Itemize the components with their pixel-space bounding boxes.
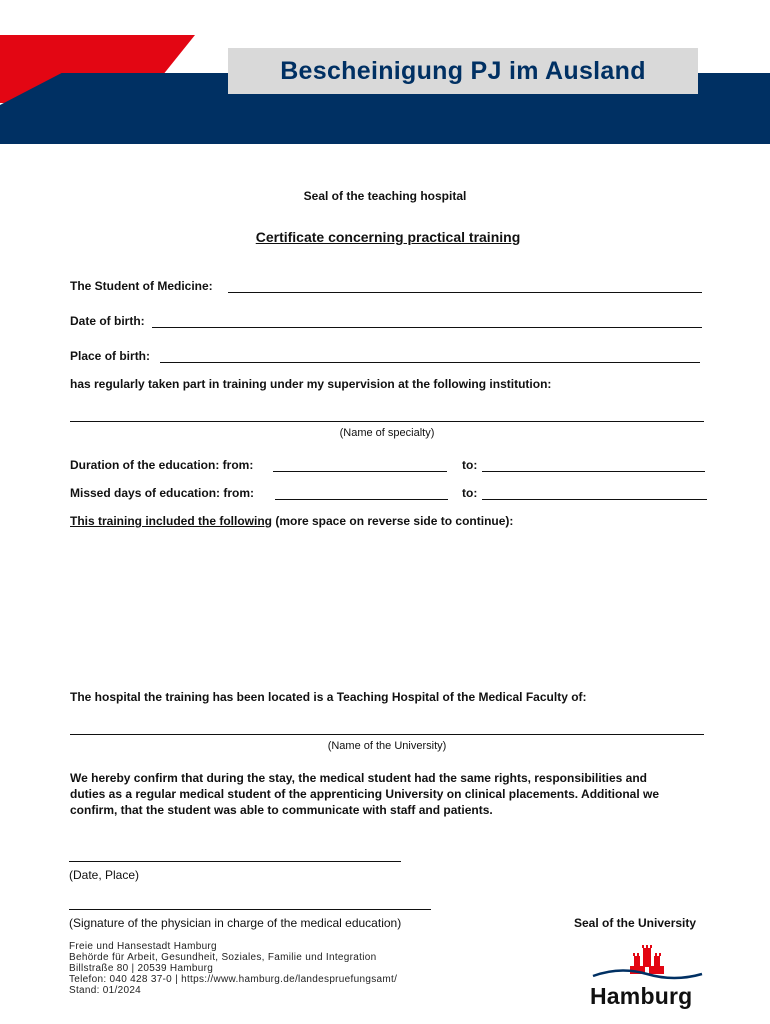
university-line[interactable]	[70, 734, 704, 735]
training-included-rest: (more space on reverse side to continue):	[272, 514, 514, 528]
institution-sentence: has regularly taken part in training under my supervision at the following institution:	[70, 377, 552, 391]
pob-line[interactable]	[160, 362, 700, 363]
hospital-sentence: The hospital the training has been located is a Teaching Hospital of the Medical Faculty of:	[70, 690, 587, 704]
pob-label: Place of birth:	[70, 349, 151, 363]
university-caption: (Name of the University)	[327, 740, 447, 752]
confirmation-line: We hereby confirm that during the stay, the medical student had the same rights, responsibilities and	[70, 771, 648, 785]
footer-line: Telefon: 040 428 37-0 | https://www.hamburg.de/landespruefungsamt/	[69, 974, 398, 985]
seal-hospital-label: Seal of the teaching hospital	[303, 189, 467, 203]
seal-university-label: Seal of the University	[574, 916, 697, 930]
footer-line: Billstraße 80 | 20539 Hamburg	[69, 963, 214, 974]
duration-to-label: to:	[462, 458, 478, 472]
footer-address	[69, 941, 397, 996]
footer-line: Freie und Hansestadt Hamburg	[69, 941, 217, 952]
dob-line[interactable]	[152, 327, 702, 328]
duration-label: Duration of the education: from:	[70, 458, 254, 472]
signature-caption: (Signature of the physician in charge of the medical education)	[69, 916, 402, 930]
student-line[interactable]	[228, 292, 702, 293]
hamburg-logo-text: Hamburg	[590, 983, 693, 1009]
hamburg-castle-icon	[590, 940, 705, 986]
duration-to-line[interactable]	[482, 471, 705, 472]
training-included-underlined: This training included the following	[70, 514, 272, 528]
student-label: The Student of Medicine:	[70, 279, 213, 293]
header-title-box	[228, 48, 698, 94]
dob-label: Date of birth:	[70, 314, 145, 328]
missed-to-line[interactable]	[482, 499, 707, 500]
certificate-title: Certificate concerning practical training	[255, 229, 521, 245]
confirmation-line: confirm, that the student was able to communicate with staff and patients.	[70, 803, 493, 817]
date-place-line[interactable]	[69, 861, 401, 862]
specialty-line[interactable]	[70, 421, 704, 422]
footer-line: Stand: 01/2024	[69, 985, 142, 996]
confirmation-line: duties as a regular medical student of the apprenticing University on clinical placements. Additional we	[70, 787, 660, 801]
missed-label: Missed days of education: from:	[70, 486, 255, 500]
date-place-caption: (Date, Place)	[69, 868, 140, 882]
signature-line[interactable]	[69, 909, 431, 910]
confirmation-paragraph	[70, 770, 659, 818]
page-title: Bescheinigung PJ im Ausland	[280, 56, 646, 85]
missed-from-line[interactable]	[275, 499, 448, 500]
missed-to-label: to:	[462, 486, 478, 500]
specialty-caption: (Name of specialty)	[339, 427, 435, 439]
training-included-label	[70, 514, 513, 528]
duration-from-line[interactable]	[273, 471, 447, 472]
footer-line: Behörde für Arbeit, Gesundheit, Soziales, Familie und Integration	[69, 952, 377, 963]
hamburg-logo	[590, 940, 705, 1010]
